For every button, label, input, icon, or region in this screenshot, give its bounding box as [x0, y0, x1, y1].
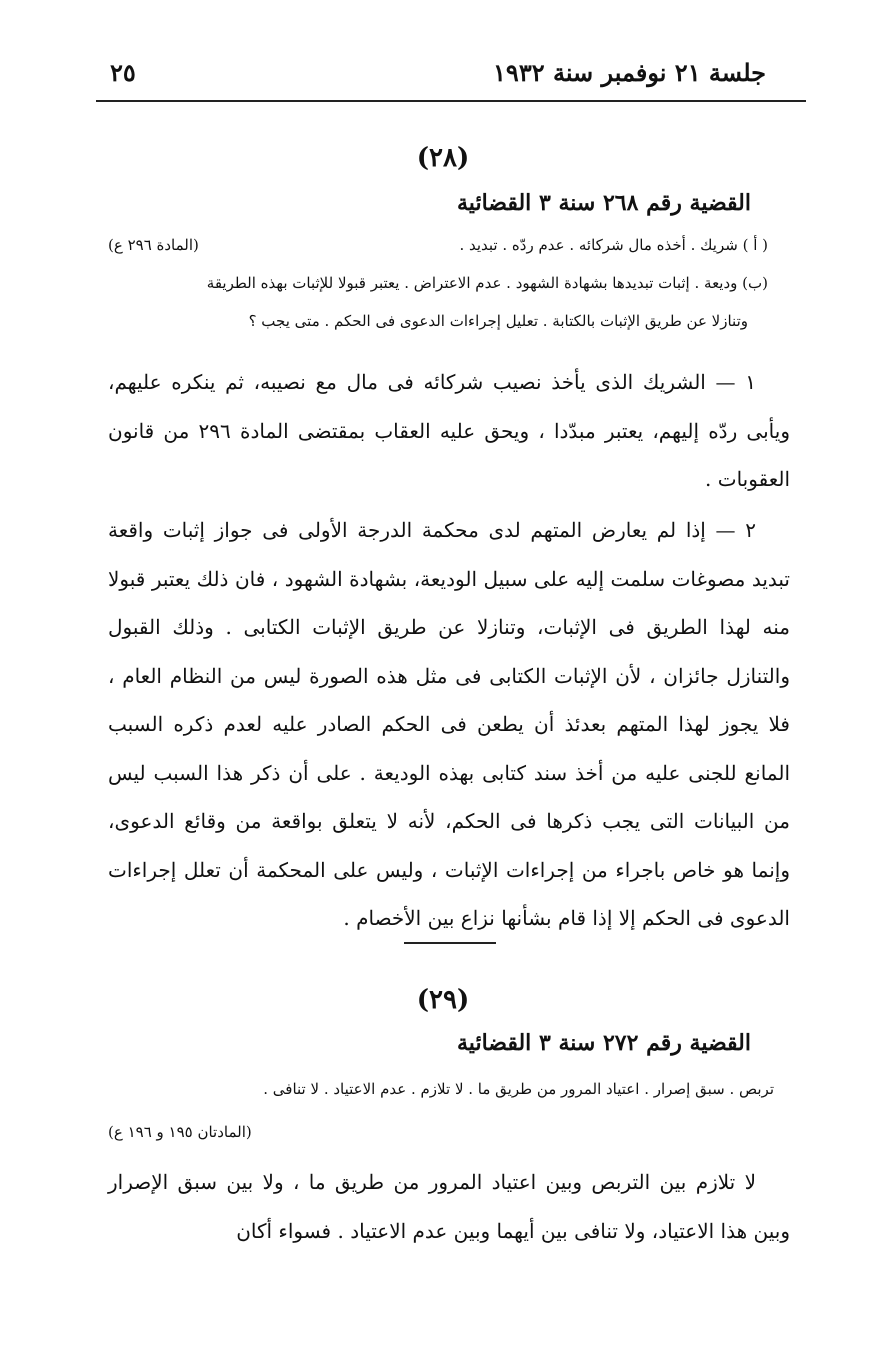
principle-2-text: ٢ — إذا لم يعارض المتهم لدى محكمة الدرجة الأولى فى جواز إثبات واقعة تبديد مصوغات سلمت إليه على سبيل الوديعة، بشهادة الشهود ، فان ذلك يعتبر قبولا منه لهذا الطريق فى الإثبات، وتنازلا عن طريق الإثبات الكتابى . وذلك القبول والتنازل جائزان ، لأن الإثبات الكتابى فى مثل هذه الصورة ليس من النظام العام ، فلا يجوز لهذا المتهم بعدئذ أن يطعن فى الحكم الصادر عليه لعدم ذكره السبب المانع للجنى عليه من أخذ سند كتابى بهذه الوديعة . على أن ذكر هذا السبب ليس من البيانات التى يجب ذكرها فى الحكم، لأنه لا يتعلق بواقعة من وقائع الدعوى، وإنما هو خاص باجراء من إجراءات الإثبات ، وليس على المحكمة أن تعلل إجراءات الدعوى فى الحكم إلا إذا قام بشأنها نزاع بين الأخصام .: [108, 518, 790, 930]
article-reference-28: (المادة ٢٩٦ ع): [108, 236, 199, 254]
case-title-29: القضية رقم ٢٧٢ سنة ٣ القضائية: [457, 1030, 751, 1056]
case-title-28: القضية رقم ٢٦٨ سنة ٣ القضائية: [457, 190, 751, 216]
case-29-text: [108, 1158, 790, 1255]
summary-line-a: ( أ ) شريك . أخذه مال شركائه . عدم ردّه . تبديد .: [459, 236, 768, 254]
header-rule: [96, 100, 806, 102]
case-summary-28: [108, 226, 768, 340]
summary-line-b: (ب) وديعة . إثبات تبديدها بشهادة الشهود . عدم الاعتراض . يعتبر قبولا للإثبات بهذه الطريقة: [206, 274, 768, 292]
page-number: ٢٥: [110, 58, 136, 87]
page-header: [110, 58, 766, 94]
principle-2: [108, 506, 790, 943]
principle-1-text: ١ — الشريك الذى يأخذ نصيب شركائه فى مال مع نصيبه، ثم ينكره عليهم، ويأبى ردّه إليهم، يعتبر مبدّدا ، ويحق عليه العقاب بمقتضى المادة ٢٩٦ من قانون العقوبات .: [108, 370, 790, 491]
article-reference-29: (المادتان ١٩٥ و ١٩٦ ع): [108, 1123, 252, 1141]
section-separator: [404, 942, 496, 944]
case-number-28: (٢٨): [416, 143, 470, 173]
case-summary-29: تربص . سبق إصرار . اعتياد المرور من طريق ما . لا تلازم . عدم الاعتياد . لا تنافى .: [263, 1080, 774, 1098]
case-number-29: (٢٩): [416, 985, 470, 1015]
principle-1: [108, 358, 790, 504]
session-title: جلسة ٢١ نوفمبر سنة ١٩٣٢: [493, 58, 766, 87]
case-29-paragraph: لا تلازم بين التربص وبين اعتياد المرور من طريق ما ، ولا بين سبق الإصرار وبين هذا الاعتياد، ولا تنافى بين أيهما وبين عدم الاعتياد . فسواء أكان: [108, 1170, 790, 1243]
summary-line-b-cont: وتنازلا عن طريق الإثبات بالكتابة . تعليل إجراءات الدعوى فى الحكم . متى يجب ؟: [248, 312, 748, 330]
